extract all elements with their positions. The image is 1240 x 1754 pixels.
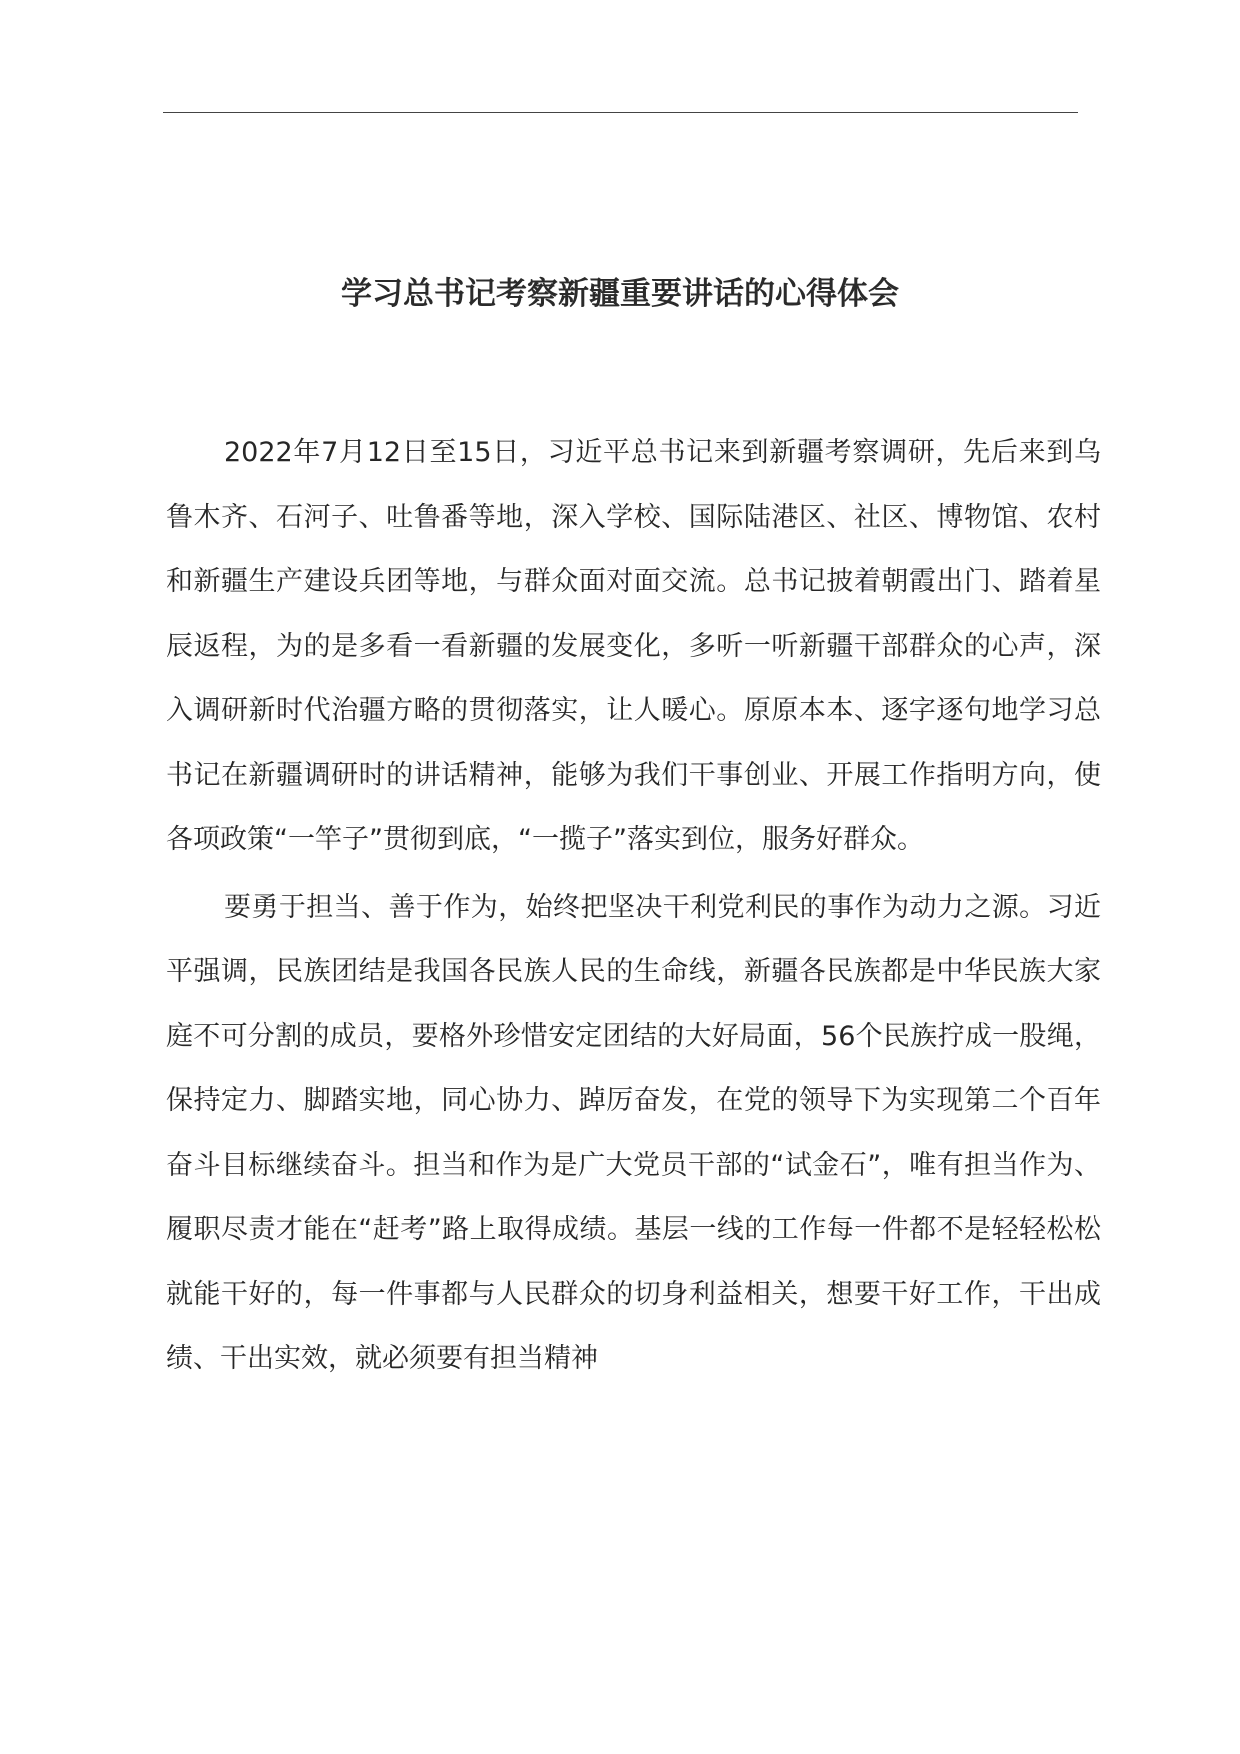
paragraph: 要勇于担当、善于作为，始终把坚决干利党利民的事作为动力之源。习近平强调，民族团结是我国各民族人民的生命线，新疆各民族都是中华民族大家庭不可分割的成员，要格外珍惜安定团结的大好局面，56个民族拧成一股绳，保持定力、脚踏实地，同心协力、踔厉奋发，在党的领导下为实现第二个百年奋斗目标继续奋斗。担当和作为是广大党员干部的“试金石”，唯有担当作为、履职尽责才能在“赶考”路上取得成绩。基层一线的工作每一件都不是轻轻松松就能干好的，每一件事都与人民群众的切身利益相关，想要干好工作，干出成绩、干出实效，就必须要有担当精神: [166, 891, 1101, 1374]
paragraph: 2022年7月12日至15日，习近平总书记来到新疆考察调研，先后来到乌鲁木齐、石河子、吐鲁番等地，深入学校、国际陆港区、社区、博物馆、农村和新疆生产建设兵团等地，与群众面对面交流。总书记披着朝霞出门、踏着星辰返程，为的是多看一看新疆的发展变化，多听一听新疆干部群众的心声，深入调研新时代治疆方略的贯彻落实，让人暖心。原原本本、逐字逐句地学习总书记在新疆调研时的讲话精神，能够为我们干事创业、开展工作指明方向，使各项政策“一竿子”贯彻到底，“一揽子”落实到位，服务好群众。: [166, 437, 1101, 855]
header-rule: [163, 112, 1078, 113]
document-title: 学习总书记考察新疆重要讲话的心得体会: [341, 276, 899, 312]
document-body: [166, 421, 1101, 1395]
